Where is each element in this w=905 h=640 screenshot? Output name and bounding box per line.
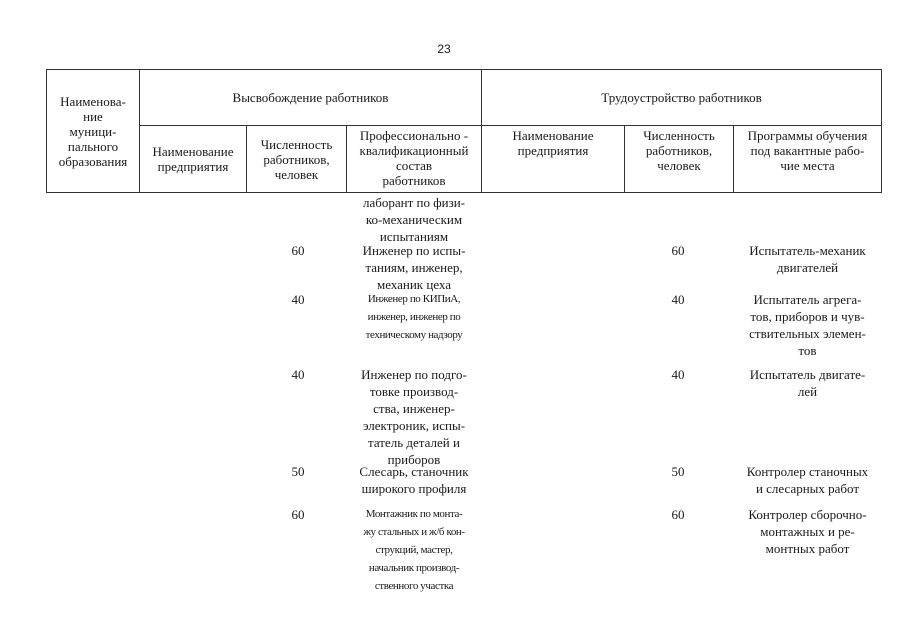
row-0-profile: лаборант по физи- ко-механическим испытаниям — [362, 195, 466, 244]
header-bottom-border — [46, 192, 882, 193]
row-3-program: Испытатель двигате- лей — [749, 367, 866, 399]
header-employment-enterprise: Наименование предприятия — [512, 128, 594, 158]
row-1-program: Испытатель-механик двигателей — [749, 243, 866, 275]
row-2-program: Испытатель агрега- тов, приборов и чув- ствительных элемен- тов — [749, 292, 866, 358]
row-2-profile: Инженер по КИПиА, инженер, инженер по техническому надзору — [365, 293, 463, 341]
header-release-profile: Профессионально - квалификационный состав работников — [359, 128, 469, 188]
row-3-employment-count: 40 — [671, 367, 685, 382]
row-3-release-count: 40 — [291, 367, 305, 382]
row-4-release-count: 50 — [291, 464, 305, 479]
header-release-count: Численность работников, человек — [260, 136, 333, 182]
row-1-profile: Инженер по испы- таниям, инженер, механик цеха — [362, 243, 466, 292]
row-5-release-count: 60 — [291, 507, 305, 522]
header-employment-programs: Программы обучения под вакантные рабо- чие места — [747, 128, 868, 173]
row-4-profile: Слесарь, станочник широкого профиля — [359, 464, 469, 496]
row-5-profile: Монтажник по монта- жу стальных и ж/б кон- струкций, мастер, начальник производ- ственного участка — [363, 508, 465, 592]
header-municipality: Наименова- ние муници- пального образования — [58, 93, 128, 169]
row-3-profile: Инженер по подго- товке производ- ства, инженер- электроник, испы- татель деталей и приборов — [361, 367, 467, 467]
row-4-program: Контролер станочных и слесарных работ — [746, 464, 869, 496]
row-4-employment-count: 50 — [671, 464, 685, 479]
row-1-release-count: 60 — [291, 243, 305, 258]
row-2-release-count: 40 — [291, 292, 305, 307]
row-5-program: Контролер сборочно- монтажных и ре- монтных работ — [748, 507, 867, 556]
table-right-border — [881, 69, 882, 193]
page-number: 23 — [437, 42, 451, 56]
header-employment-count: Численность работников, человек — [643, 128, 715, 173]
header-release-group: Высвобождение работников — [232, 90, 389, 105]
row-5-employment-count: 60 — [671, 507, 685, 522]
header-release-enterprise: Наименование предприятия — [152, 144, 234, 174]
header-employment-group: Трудоустройство работников — [601, 90, 762, 105]
row-2-employment-count: 40 — [671, 292, 685, 307]
row-1-employment-count: 60 — [671, 243, 685, 258]
